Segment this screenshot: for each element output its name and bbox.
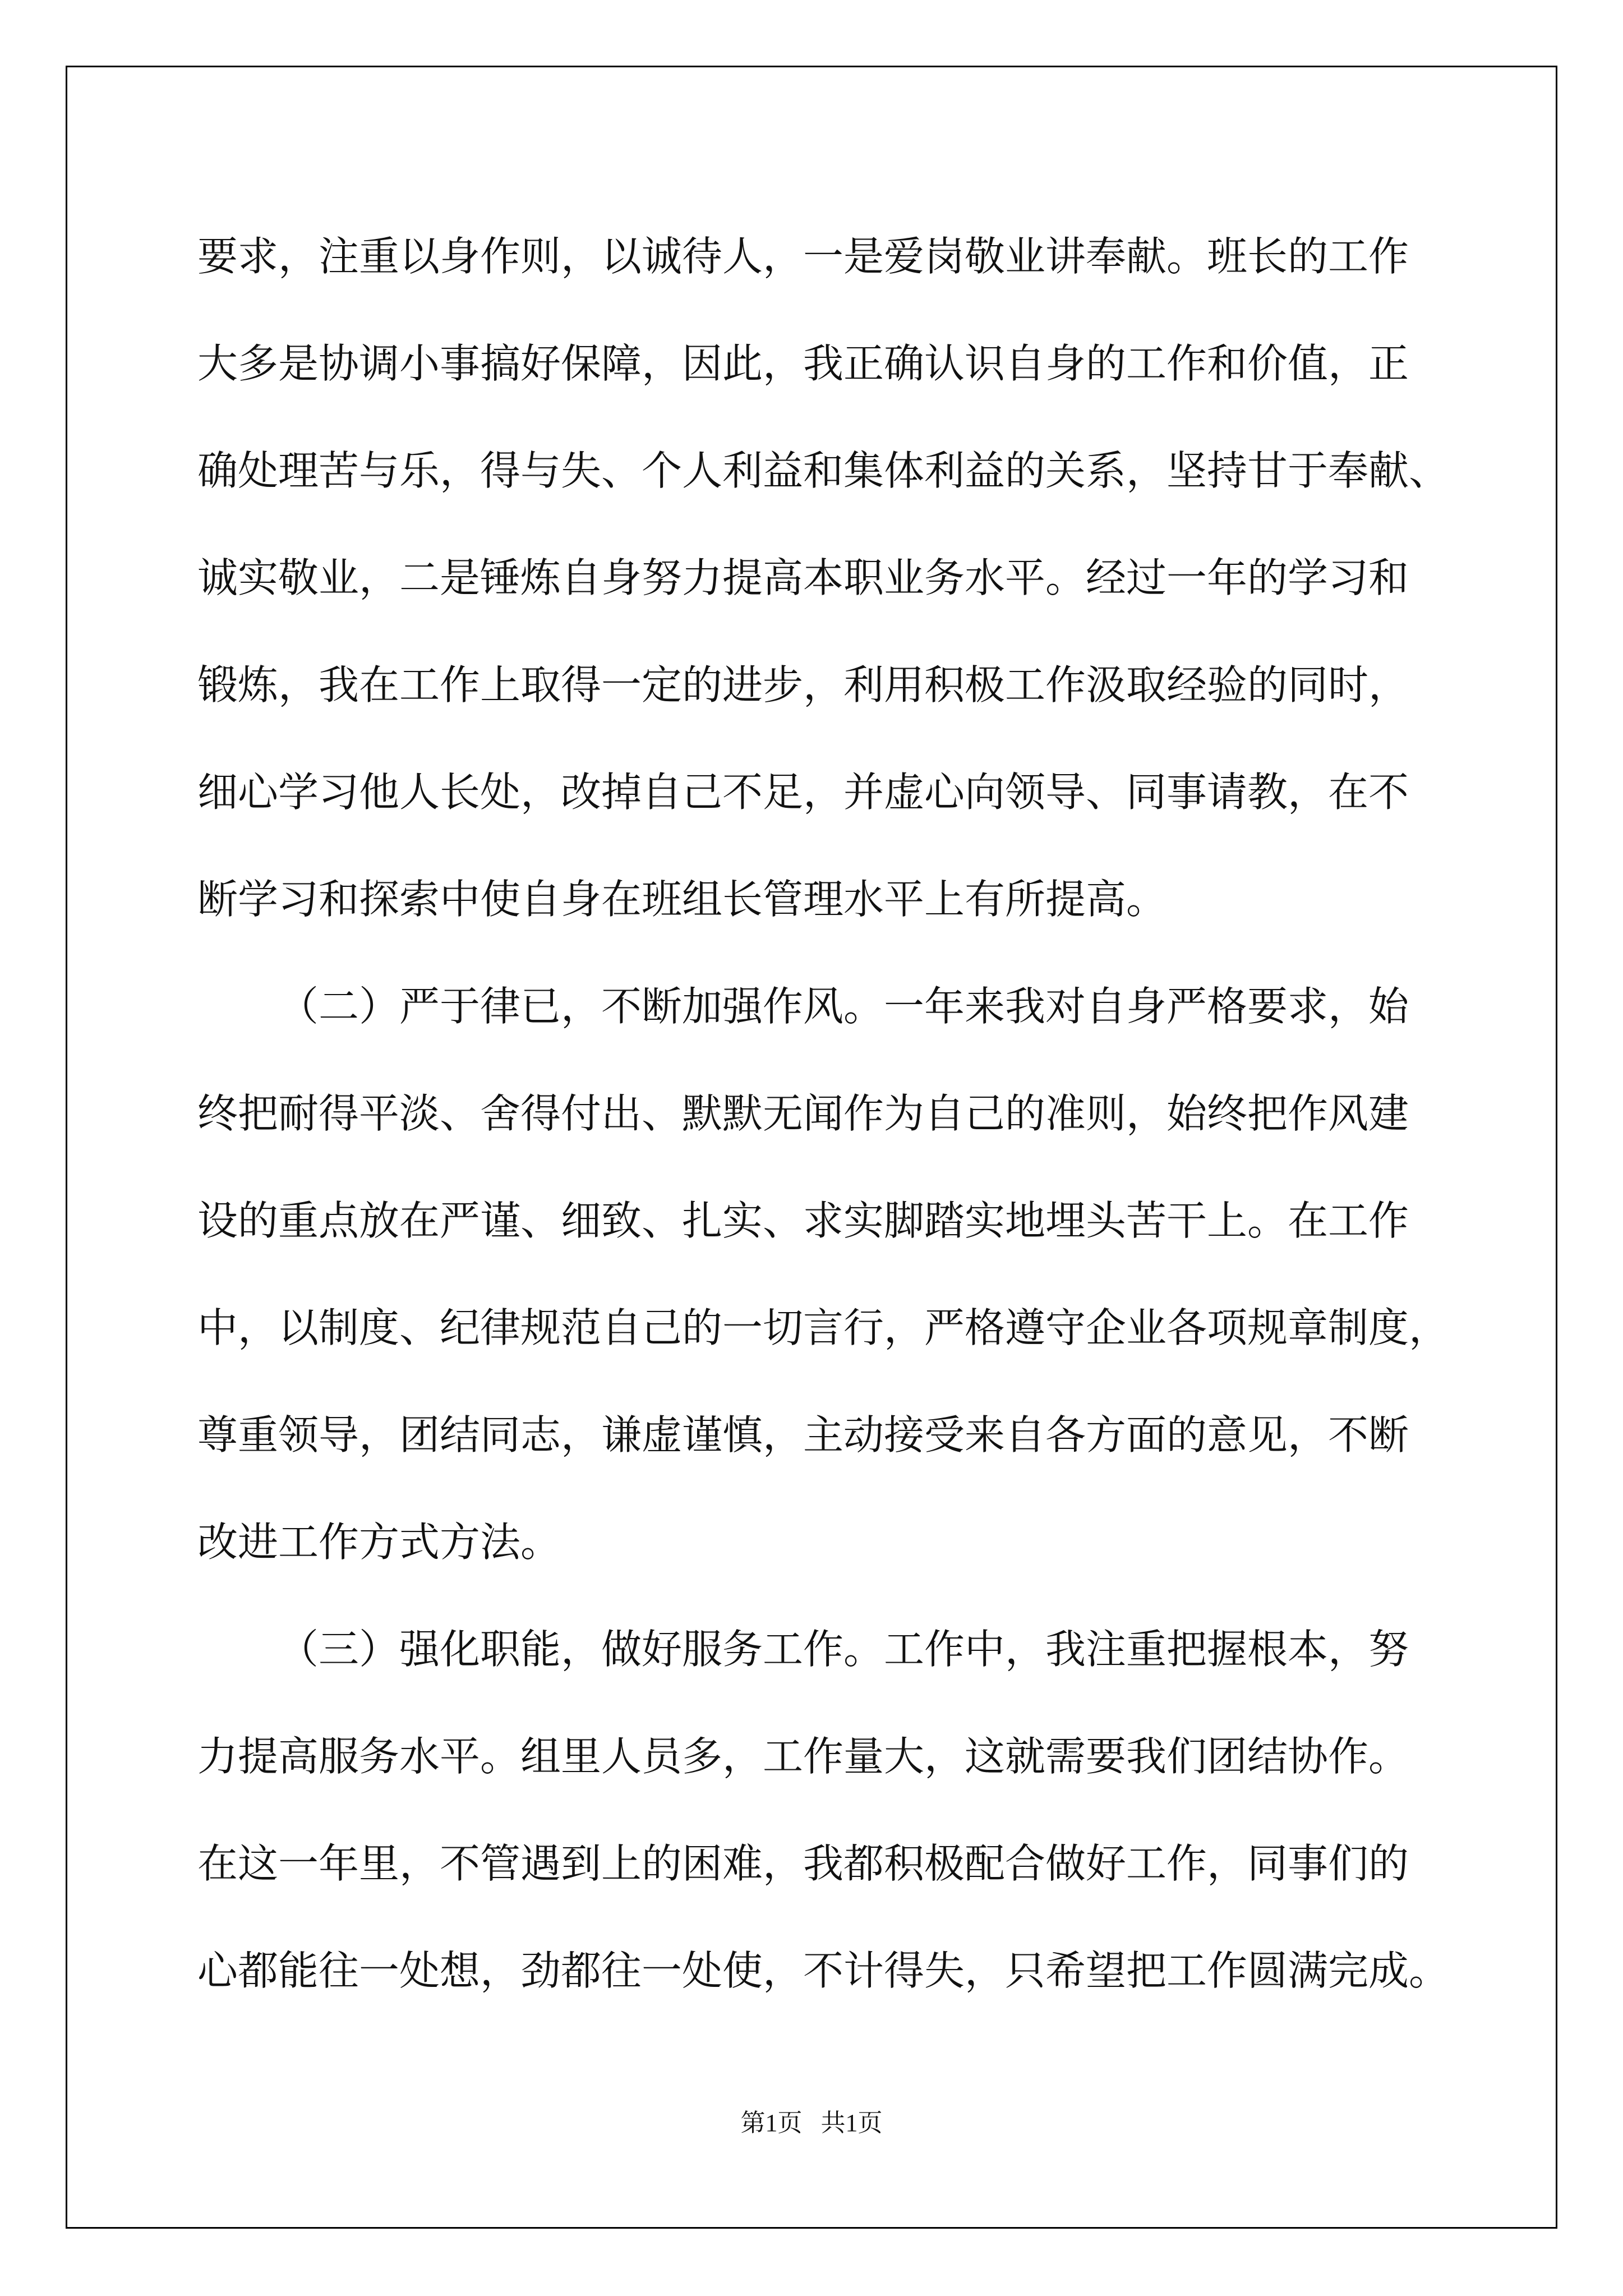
text-line: 中，以制度、纪律规范自己的一切言行，严格遵守企业各项规章制度，: [197, 1304, 1450, 1351]
text-line: 在这一年里，不管遇到上的困难，我都积极配合做好工作，同事们的: [197, 1840, 1409, 1887]
text-line: 尊重领导，团结同志，谦虚谨慎，主动接受来自各方面的意见，不断: [197, 1411, 1409, 1458]
text-line: 大多是协调小事搞好保障，因此，我正确认识自身的工作和价值，正: [197, 340, 1409, 387]
page-number: 第1页: [740, 2109, 803, 2137]
text-line: 诚实敬业，二是锤炼自身努力提高本职业务水平。经过一年的学习和: [197, 554, 1409, 601]
paragraph-start-line: （二）严于律已，不断加强作风。一年来我对自身严格要求，始: [278, 983, 1409, 1030]
text-line: 终把耐得平淡、舍得付出、默默无闻作为自己的准则，始终把作风建: [197, 1090, 1409, 1137]
text-line: 力提高服务水平。组里人员多，工作量大，这就需要我们团结协作。: [197, 1733, 1409, 1780]
document-body: [197, 203, 1470, 2024]
text-line: 锻炼，我在工作上取得一定的进步，利用积极工作汲取经验的同时，: [197, 661, 1409, 708]
text-line: 设的重点放在严谨、细致、扎实、求实脚踏实地埋头苦干上。在工作: [197, 1197, 1409, 1244]
page-footer: [0, 2102, 1623, 2138]
text-line: 改进工作方式方法。: [197, 1519, 561, 1566]
text-line: 要求，注重以身作则，以诚待人，一是爱岗敬业讲奉献。班长的工作: [197, 233, 1409, 280]
text-line: 确处理苦与乐，得与失、个人利益和集体利益的关系，坚持甘于奉献、: [197, 447, 1450, 494]
total-pages: 共1页: [820, 2109, 883, 2137]
paragraph-start-line: （三）强化职能，做好服务工作。工作中，我注重把握根本，努: [278, 1626, 1409, 1673]
text-line: 断学习和探索中使自身在班组长管理水平上有所提高。: [197, 876, 1167, 923]
text-line: 细心学习他人长处，改掉自己不足，并虚心向领导、同事请教，在不: [197, 769, 1409, 816]
text-line: 心都能往一处想，劲都往一处使，不计得失，只希望把工作圆满完成。: [197, 1947, 1450, 1994]
